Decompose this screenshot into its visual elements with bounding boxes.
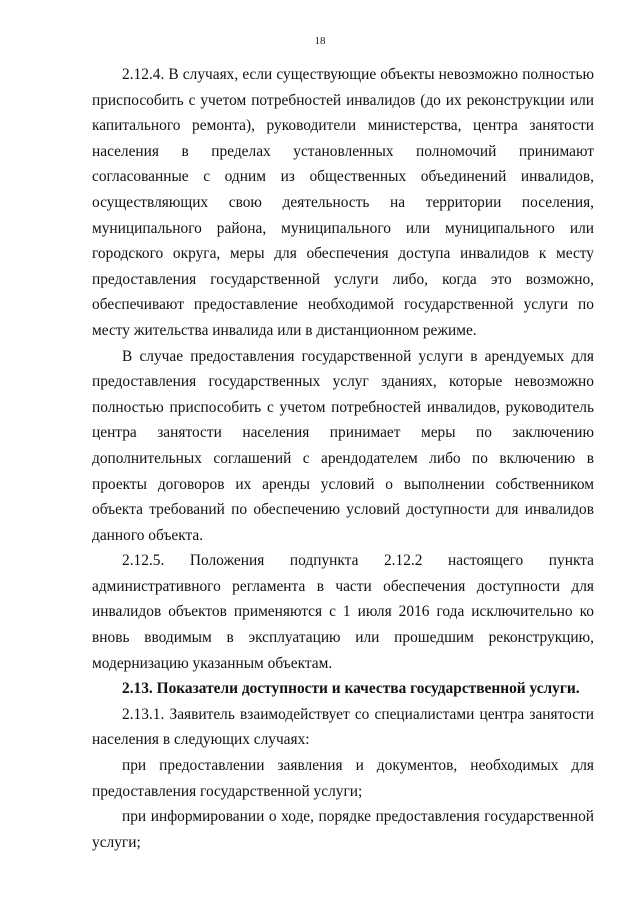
- document-body: [92, 62, 594, 855]
- paragraph-2-12-4: 2.12.4. В случаях, если существующие объекты невозможно полностью приспособить с учетом потребностей инвалидов (до их реконструкции или капитального ремонта), руководители министерства, центра занятости населения в пределах установленных полномочий принимают согласованные с одним из общественных объединений инвалидов, осуществляющих свою деятельность на территории поселения, муниципального района, муниципального или муниципального или городского округа, меры для обеспечения доступа инвалидов к месту предоставления государственной услуги либо, когда это возможно, обеспечивают предоставление необходимой государственной услуги по месту жительства инвалида или в дистанционном режиме.: [92, 66, 594, 339]
- paragraph-2-13-1: 2.13.1. Заявитель взаимодействует со специалистами центра занятости населения в следующих случаях:: [92, 705, 594, 749]
- list-item-informing: при информировании о ходе, порядке предоставления государственной услуги;: [92, 808, 594, 851]
- list-item-application: при предоставлении заявления и документов, необходимых для предоставления государственной услуги;: [92, 757, 594, 800]
- paragraph-lease-buildings: В случае предоставления государственной услуги в арендуемых для предоставления государственных услуг зданиях, которые невозможно полностью приспособить с учетом потребностей инвалидов, руководитель центра занятости населения принимает меры по заключению дополнительных соглашений с арендодателем либо по включению в проекты договоров их аренды условий о выполнении собственником объекта требований по обеспечению условий доступности для инвалидов данного объекта.: [92, 347, 594, 544]
- section-heading-2-13: 2.13. Показатели доступности и качества государственной услуги.: [122, 680, 580, 698]
- paragraph-2-12-5: 2.12.5. Положения подпункта 2.12.2 настоящего пункта административного регламента в части обеспечения доступности для инвалидов объектов применяются с 1 июля 2016 года исключительно ко вновь вводимым в эксплуатацию или прошедшим реконструкцию, модернизацию указанным объектам.: [92, 552, 594, 672]
- page-number: 18: [314, 35, 326, 47]
